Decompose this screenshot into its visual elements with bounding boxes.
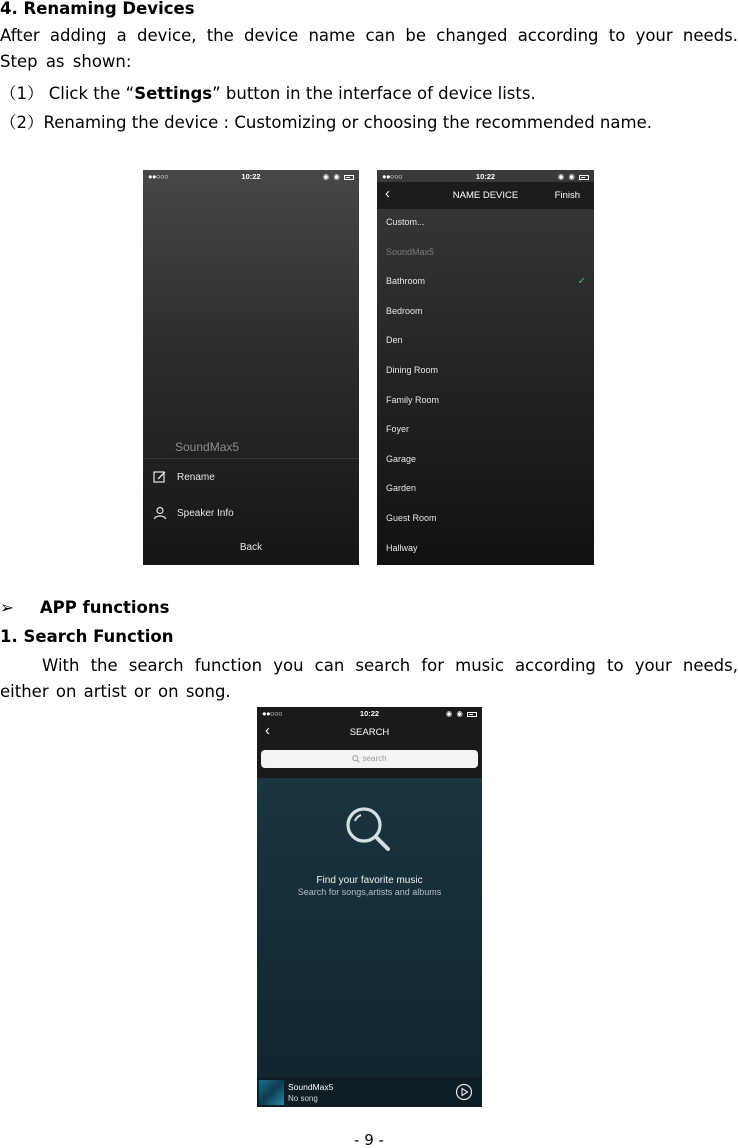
signal-icon: ●●○○○ — [262, 709, 283, 718]
name-option[interactable]: Bathroom — [386, 276, 426, 287]
find-subtitle: Search for songs,artists and albums — [297, 887, 442, 897]
search-input[interactable] — [261, 750, 478, 768]
name-option[interactable]: Custom... — [386, 217, 425, 227]
check-icon: ✓ — [577, 276, 586, 287]
intro-paragraph: After adding a device, the device name can be changed according to your needs. Step as shown: — [0, 26, 738, 71]
user-icon — [153, 506, 167, 520]
edit-icon — [153, 470, 167, 484]
divider — [143, 458, 359, 459]
battery-icon: ◉ ◉ — [558, 172, 589, 181]
search-placeholder: search — [362, 754, 387, 763]
battery-icon: ◉ ◉ — [323, 172, 354, 181]
app-functions-heading — [0, 595, 738, 621]
screen-title: NAME DEVICE — [452, 190, 519, 201]
back-icon[interactable]: ‹ — [385, 185, 390, 202]
name-device-screenshot — [377, 170, 594, 565]
step-1 — [0, 81, 738, 107]
player-device: SoundMax5 — [288, 1082, 334, 1092]
player-status: No song — [288, 1094, 318, 1103]
name-option[interactable]: Guest Room — [386, 513, 437, 523]
bullet-icon: ➢ — [0, 598, 14, 617]
battery-icon: ◉ ◉ — [446, 709, 477, 718]
status-time: 10:22 — [359, 709, 380, 718]
name-option[interactable]: Den — [386, 335, 403, 346]
status-time: 10:22 — [241, 172, 261, 181]
step-1-quote-close: ” — [212, 84, 221, 103]
album-art — [259, 1080, 284, 1105]
step-1-quote-open: “ — [125, 84, 135, 103]
section-heading: 4. Renaming Devices — [0, 0, 195, 18]
play-icon[interactable] — [455, 1083, 473, 1101]
step-1-suffix: button in the interface of device lists. — [220, 84, 536, 103]
rename-button[interactable] — [143, 464, 359, 494]
status-bar — [377, 170, 594, 182]
device-title: SoundMax5 — [175, 440, 240, 454]
name-option[interactable]: Hallway — [386, 542, 418, 553]
page-number: - 9 - — [354, 1131, 384, 1148]
speaker-info-button[interactable] — [143, 500, 359, 530]
step-2: （2）Renaming the device : Customizing or choosing the recommended name. — [0, 113, 652, 132]
search-heading: 1. Search Function — [0, 627, 174, 646]
name-option[interactable]: Garage — [386, 453, 417, 464]
status-bar — [143, 170, 359, 182]
step-1-settings: Settings — [134, 84, 213, 103]
finish-button[interactable]: Finish — [554, 190, 580, 201]
step-1-prefix: （1） Click the — [0, 84, 121, 103]
magnifier-icon — [343, 804, 395, 856]
screen-title: SEARCH — [349, 727, 390, 738]
name-option[interactable]: Bedroom — [386, 305, 423, 316]
app-functions-title: APP functions — [39, 598, 170, 617]
signal-icon: ●●○○○ — [148, 172, 169, 181]
name-option[interactable]: SoundMax5 — [386, 246, 435, 257]
signal-icon: ●●○○○ — [382, 172, 403, 181]
name-option[interactable]: Foyer — [386, 424, 410, 435]
mini-player[interactable] — [257, 1077, 482, 1107]
back-button[interactable]: Back — [239, 542, 263, 553]
name-option[interactable]: Family Room — [386, 394, 440, 405]
name-option[interactable]: Dining Room — [386, 365, 439, 375]
nav-bar — [377, 182, 594, 209]
search-screenshot — [257, 707, 482, 1107]
settings-screenshot — [143, 170, 359, 565]
rename-label: Rename — [177, 472, 215, 483]
search-icon — [352, 755, 360, 763]
name-option[interactable]: Garden — [386, 483, 417, 494]
speaker-info-label: Speaker Info — [177, 508, 234, 519]
search-paragraph: With the search function you can search for music according to your needs, either on artist or on song. — [0, 656, 738, 701]
back-icon[interactable]: ‹ — [265, 722, 270, 739]
status-time: 10:22 — [475, 172, 496, 181]
find-title: Find your favorite music — [316, 875, 423, 886]
status-bar — [257, 707, 482, 719]
